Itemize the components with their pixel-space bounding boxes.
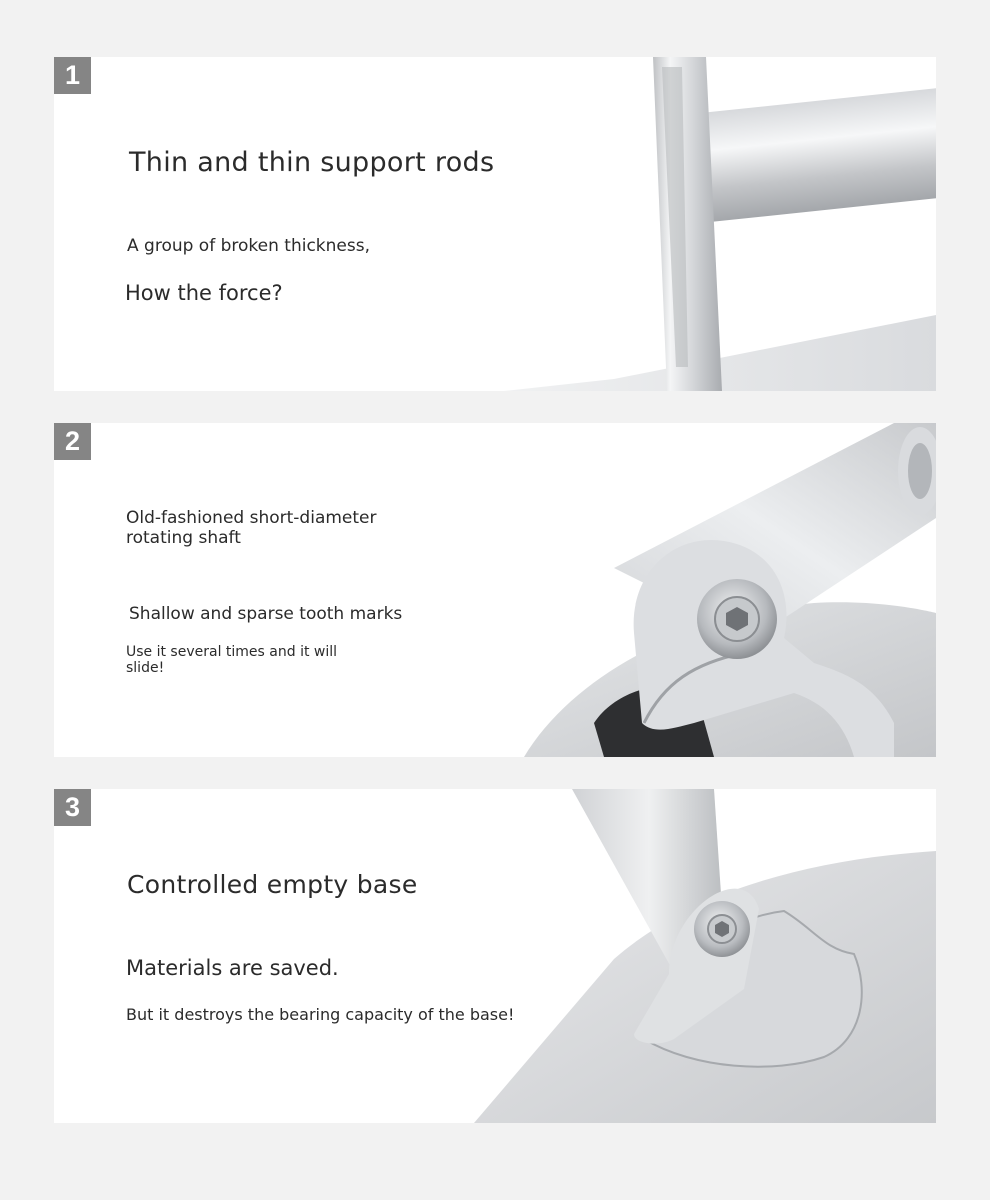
- panel-note: Use it several times and it will slide!: [126, 644, 338, 676]
- feature-panel-2: [54, 423, 936, 757]
- panel-number-badge: 2: [54, 423, 91, 460]
- panel-question: How the force?: [125, 281, 283, 305]
- panel-number-badge: 3: [54, 789, 91, 826]
- panel-subheading: Shallow and sparse tooth marks: [129, 604, 403, 624]
- thin-support-rod-photo: [54, 57, 936, 391]
- panel-subheading: Materials are saved.: [126, 956, 339, 980]
- panel-heading: Old-fashioned short-diameter rotating shaft: [126, 508, 377, 548]
- rotating-shaft-hinge-photo: [54, 423, 936, 757]
- panel-heading: Thin and thin support rods: [129, 147, 495, 178]
- panel-subtext: A group of broken thickness,: [127, 236, 370, 256]
- panel-number-badge: 1: [54, 57, 91, 94]
- feature-panel-1: [54, 57, 936, 391]
- feature-panel-3: [54, 789, 936, 1123]
- panel-note: But it destroys the bearing capacity of the base!: [126, 1005, 515, 1024]
- panel-heading: Controlled empty base: [127, 870, 418, 899]
